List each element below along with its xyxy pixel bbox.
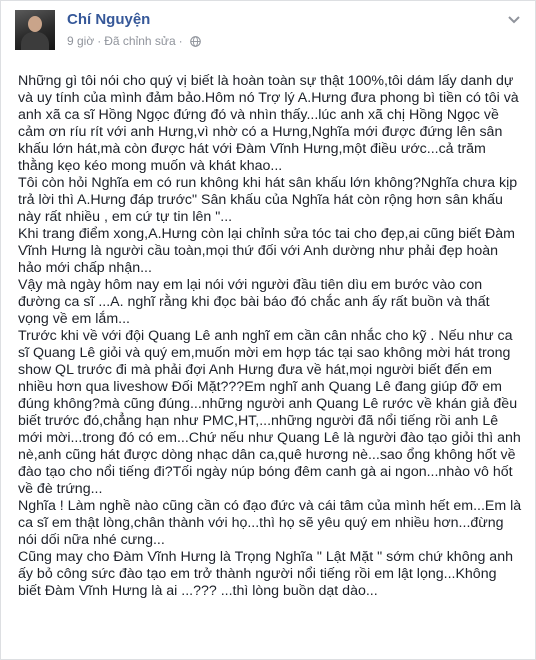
meta-separator-2: ·	[178, 34, 183, 48]
author-avatar[interactable]	[15, 10, 55, 50]
post-content	[18, 73, 523, 600]
avatar-head-shape	[28, 16, 42, 32]
post-meta	[67, 34, 201, 48]
globe-icon[interactable]	[190, 36, 201, 47]
post-paragraph-1: Những gì tôi nói cho quý vị biết là hoàn toàn sự thật 100%,tôi dám lấy danh dự và uy tính của mình đảm bảo.Hôm nó Trợ lý A.Hưng đưa phong bì tiền có tôi và anh xã ca sĩ Hồng Ngọc đứng đó và nhìn thấy...lúc anh xã chị Hồng Ngọc về cảm ơn ríu rít với anh Hưng,vì nhờ có a Hưng,Nghĩa mới được đứng lên sân khấu lớn hát,mà còn được hát với Đàm Vĩnh Hưng,một điều ước...cả trăm thằng kẹo kéo mong muốn và khát khao...	[18, 73, 519, 174]
chevron-down-icon[interactable]	[507, 15, 521, 25]
edited-label[interactable]: Đã chỉnh sửa	[104, 34, 176, 48]
post-paragraph-6: Nghĩa ! Làm nghề nào cũng cần có đạo đức và cái tâm của mình hết em...Em là ca sĩ em thật lòng,chân thành với họ...thì họ sẽ yêu quý em nhiều hơn...đừng nói dối nữa nhé cưng...	[18, 498, 522, 548]
meta-separator: ·	[97, 34, 102, 48]
post-paragraph-7: Cũng may cho Đàm Vĩnh Hưng là Trọng Nghĩa " Lật Mặt " sớm chứ không anh ấy bỏ công sức đào tạo em trở thành người nổi tiếng rồi em lật lọng...Không biết Đàm Vĩnh Hưng là ai ...??? ...thì lòng buồn dạt dào...	[18, 549, 513, 599]
post-paragraph-2: Tôi còn hỏi Nghĩa em có run không khi hát sân khấu lớn không?Nghĩa chưa kịp trả lời thì A.Hưng đáp trước" Sân khấu của Nghĩa hát còn rộng hơn sân khấu này rất nhiều , em cứ tự tin lên "...	[18, 175, 518, 225]
post-time[interactable]: 9 giờ	[67, 34, 95, 48]
author-name[interactable]: Chí Nguyện	[67, 11, 151, 28]
post-header	[1, 1, 536, 61]
post-paragraph-3: Khi trang điểm xong,A.Hưng còn lại chỉnh sửa tóc tai cho đẹp,ai cũng biết Đàm Vĩnh Hưng là người cầu toàn,mọi thứ đối với Anh dường như phải đẹp hoàn hảo mới chấp nhận...	[18, 226, 515, 276]
post-paragraph-5: Trước khi về với đội Quang Lê anh nghĩ em cần cân nhắc cho kỹ . Nếu như ca sĩ Quang Lê giỏi và quý em,muốn mời em hợp tác tại sao không mời hát trong show QL trước đi mà phải đợi Anh Hưng đưa về hát,mọi người biết đến em nhiều hơn qua liveshow Đối Mặt???Em nghĩ anh Quang Lê đang giúp đỡ em đúng không?mà cũng đúng...những người anh Quang Lê rước về khán giả đều biết trước đó,chẳng hạn như PMC,HT,...những người đã nổi tiếng rồi anh Lê mới mời...trong đó có em...Chứ nếu như Quang Lê là người đào tạo giỏi thì anh nè,anh cũng hát được dòng nhạc dân ca,quê hương nè...sao ổng không hốt về đào tạo cho nổi tiếng đi?Tối ngày núp bóng đêm canh gà ai ngon...nhào vô hốt về đè trứng...	[18, 328, 521, 497]
avatar-body-shape	[21, 32, 49, 50]
post-paragraph-4: Vậy mà ngày hôm nay em lại nói với người đầu tiên dìu em bước vào con đường ca sĩ ...A. nghĩ rằng khi đọc bài báo đó chắc anh ấy rất buồn và thất vọng về em lắm...	[18, 277, 490, 327]
